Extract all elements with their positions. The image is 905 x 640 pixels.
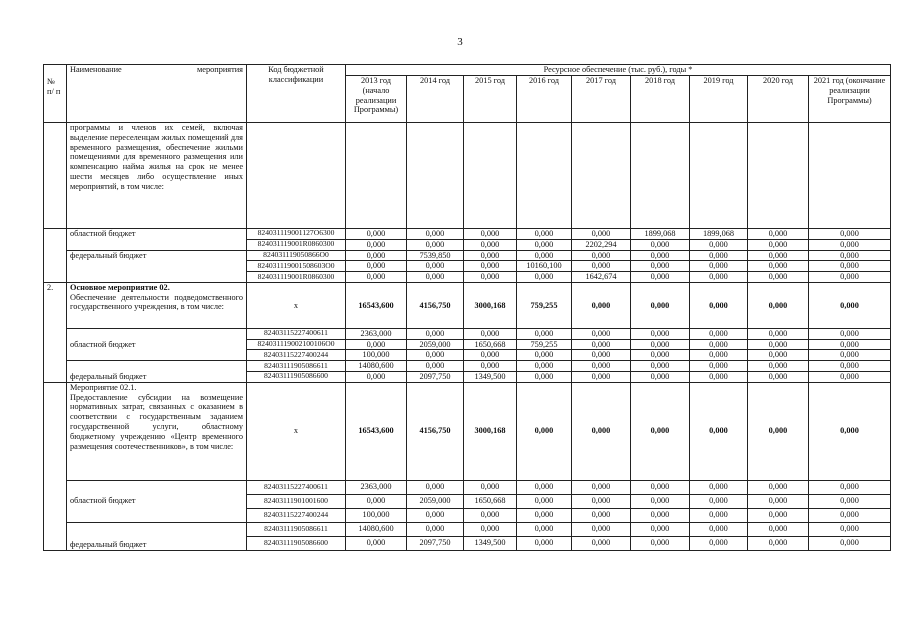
measure-name — [67, 382, 247, 480]
table-row — [44, 522, 891, 536]
value-cell: 0,000 — [631, 372, 690, 383]
value-cell: 0,000 — [572, 508, 631, 522]
value-cell: 0,000 — [464, 522, 517, 536]
budget-code: 82403111905086600 — [247, 372, 346, 383]
value-cell: 3000,168 — [464, 382, 517, 480]
value-cell: 0,000 — [809, 480, 891, 494]
value-cell: 0,000 — [631, 239, 690, 250]
value-cell: 0,000 — [631, 508, 690, 522]
budget-code: 82403111905086600 — [247, 536, 346, 550]
value-cell: 14080,600 — [346, 522, 407, 536]
value-cell: 0,000 — [690, 339, 748, 350]
value-cell: 0,000 — [407, 480, 464, 494]
value-cell: 4156,750 — [407, 382, 464, 480]
value-cell: 0,000 — [572, 382, 631, 480]
measure-name — [67, 282, 247, 328]
col-header-number: № п/ п — [44, 65, 67, 123]
budget-code: 82403111905086611 — [247, 522, 346, 536]
value-cell: 0,000 — [407, 239, 464, 250]
value-cell: 0,000 — [572, 372, 631, 383]
value-cell: 0,000 — [748, 229, 809, 240]
table-row — [44, 328, 891, 339]
table-row — [44, 480, 891, 494]
value-cell: 1349,500 — [464, 536, 517, 550]
value-cell: 0,000 — [346, 261, 407, 272]
value-cell: 0,000 — [346, 536, 407, 550]
code-cell: х — [247, 382, 346, 480]
value-cell: 0,000 — [517, 508, 572, 522]
budget-code: 82403111901001600 — [247, 494, 346, 508]
year-header: 2013 год (начало реализации Программы) — [346, 76, 407, 123]
value-cell: 0,000 — [407, 261, 464, 272]
value-cell: 0,000 — [690, 272, 748, 283]
col-header-resource: Ресурсное обеспечение (тыс. руб.), годы * — [346, 65, 891, 76]
value-cell: 2363,000 — [346, 480, 407, 494]
value-cell: 0,000 — [517, 239, 572, 250]
value-cell: 0,000 — [631, 361, 690, 372]
value-cell: 0,000 — [407, 350, 464, 361]
measure-text: Обеспечение деятельности подведомственного государственного учреждения, в том числе: — [70, 292, 243, 312]
value-cell: 0,000 — [748, 339, 809, 350]
year-header: 2019 год — [690, 76, 748, 123]
value-cell: 2097,750 — [407, 372, 464, 383]
value-cell: 0,000 — [809, 282, 891, 328]
col-header-name-left: Наименование — [70, 65, 122, 74]
row-number — [44, 229, 67, 283]
value-cell: 0,000 — [748, 272, 809, 283]
value-cell: 0,000 — [517, 536, 572, 550]
value-cell: 7539,850 — [407, 250, 464, 261]
value-cell: 0,000 — [572, 250, 631, 261]
value-cell: 0,000 — [690, 282, 748, 328]
value-cell: 0,000 — [631, 350, 690, 361]
table-row — [44, 382, 891, 480]
value-cell: 1650,668 — [464, 339, 517, 350]
measure-text: программы и членов их семей, включая выделение переселенцам жилых помещений для временного размещения, обеспечение жильми помещениями для временного размещения или компенсацию найма жилья на срок не менее шести месяцев либо осуществление иных мероприятий, в том числе: — [67, 123, 247, 229]
value-cell: 1650,668 — [464, 494, 517, 508]
value-cell: 0,000 — [464, 361, 517, 372]
value-cell: 0,000 — [631, 522, 690, 536]
value-cell: 0,000 — [407, 508, 464, 522]
value-cell: 0,000 — [809, 250, 891, 261]
year-header: 2014 год — [407, 76, 464, 123]
value-cell: 0,000 — [517, 494, 572, 508]
value-cell: 0,000 — [748, 239, 809, 250]
col-header-name — [67, 65, 247, 123]
value-cell: 0,000 — [572, 339, 631, 350]
value-cell: 0,000 — [631, 339, 690, 350]
value-cell: 0,000 — [809, 339, 891, 350]
value-cell: 0,000 — [748, 350, 809, 361]
value-cell: 0,000 — [809, 494, 891, 508]
value-cell: 16543,600 — [346, 382, 407, 480]
budget-code: 82403111905086611 — [247, 361, 346, 372]
value-cell: 2059,000 — [407, 339, 464, 350]
value-cell: 0,000 — [572, 522, 631, 536]
value-cell: 14080,600 — [346, 361, 407, 372]
value-cell: 1642,674 — [572, 272, 631, 283]
value-cell: 4156,750 — [407, 282, 464, 328]
value-cell: 0,000 — [517, 250, 572, 261]
value-cell: 0,000 — [517, 350, 572, 361]
value-cell: 0,000 — [690, 494, 748, 508]
budget-code: 824031119001R0860300 — [247, 272, 346, 283]
value-cell: 2202,294 — [572, 239, 631, 250]
value-cell: 0,000 — [809, 350, 891, 361]
value-cell: 0,000 — [517, 328, 572, 339]
value-cell: 0,000 — [572, 536, 631, 550]
value-cell: 0,000 — [690, 480, 748, 494]
value-cell: 3000,168 — [464, 282, 517, 328]
value-cell: 100,000 — [346, 350, 407, 361]
value-cell: 0,000 — [748, 372, 809, 383]
measure-title: Мероприятие 02.1. — [70, 382, 137, 392]
value-cell: 0,000 — [346, 229, 407, 240]
row-number — [44, 382, 67, 550]
row-number: 2. — [44, 282, 67, 382]
value-cell: 0,000 — [572, 494, 631, 508]
value-cell: 0,000 — [517, 229, 572, 240]
value-cell: 1899,068 — [631, 229, 690, 240]
value-cell: 0,000 — [572, 480, 631, 494]
measure-title: Основное мероприятие 02. — [70, 282, 170, 292]
code-cell: х — [247, 282, 346, 328]
budget-code: 82403115227400244 — [247, 350, 346, 361]
year-header: 2020 год — [748, 76, 809, 123]
value-cell: 0,000 — [407, 229, 464, 240]
budget-code: 824031119001R0860300 — [247, 239, 346, 250]
table-row — [44, 229, 891, 240]
value-cell: 0,000 — [517, 372, 572, 383]
value-cell: 0,000 — [748, 522, 809, 536]
budget-label: областной бюджет — [67, 480, 247, 522]
value-cell: 0,000 — [517, 382, 572, 480]
value-cell: 0,000 — [346, 239, 407, 250]
value-cell: 0,000 — [407, 272, 464, 283]
value-cell: 0,000 — [690, 361, 748, 372]
value-cell: 0,000 — [631, 494, 690, 508]
value-cell: 0,000 — [809, 508, 891, 522]
value-cell: 0,000 — [809, 382, 891, 480]
value-cell: 0,000 — [809, 328, 891, 339]
budget-code: 82403115227400611 — [247, 480, 346, 494]
value-cell: 0,000 — [407, 522, 464, 536]
budget-label: федеральный бюджет — [67, 250, 247, 282]
value-cell: 0,000 — [748, 382, 809, 480]
value-cell: 0,000 — [748, 536, 809, 550]
value-cell: 0,000 — [809, 372, 891, 383]
value-cell: 0,000 — [690, 239, 748, 250]
value-cell: 1349,500 — [464, 372, 517, 383]
value-cell: 0,000 — [690, 522, 748, 536]
value-cell: 0,000 — [748, 282, 809, 328]
value-cell: 0,000 — [346, 272, 407, 283]
value-cell: 0,000 — [631, 282, 690, 328]
value-cell: 0,000 — [631, 480, 690, 494]
table-row — [44, 361, 891, 372]
value-cell: 0,000 — [809, 229, 891, 240]
value-cell: 0,000 — [464, 272, 517, 283]
value-cell: 0,000 — [346, 372, 407, 383]
value-cell: 0,000 — [690, 250, 748, 261]
value-cell: 0,000 — [690, 382, 748, 480]
value-cell: 0,000 — [748, 361, 809, 372]
value-cell: 759,255 — [517, 339, 572, 350]
year-header: 2016 год — [517, 76, 572, 123]
budget-label: федеральный бюджет — [67, 361, 247, 383]
value-cell: 0,000 — [572, 350, 631, 361]
year-header: 2021 год (окончание реализации Программы) — [809, 76, 891, 123]
table-row — [44, 250, 891, 261]
budget-label: областной бюджет — [67, 328, 247, 360]
value-cell: 0,000 — [748, 494, 809, 508]
measure-text: Предоставление субсидии на возмещение нормативных затрат, связанных с оказанием в соответствии с государственным заданием государственной услуги, областному бюджетному учреждению «Центр временного размещения соотечественников», в том числе: — [70, 392, 243, 451]
value-cell: 2363,000 — [346, 328, 407, 339]
budget-code: 824031119001127О6300 — [247, 229, 346, 240]
value-cell: 0,000 — [631, 382, 690, 480]
value-cell: 0,000 — [464, 508, 517, 522]
value-cell: 0,000 — [809, 272, 891, 283]
value-cell: 0,000 — [517, 361, 572, 372]
value-cell: 16543,600 — [346, 282, 407, 328]
value-cell: 0,000 — [690, 536, 748, 550]
value-cell: 0,000 — [631, 536, 690, 550]
value-cell: 0,000 — [631, 261, 690, 272]
value-cell: 0,000 — [572, 229, 631, 240]
value-cell: 2059,000 — [407, 494, 464, 508]
budget-code: 82403115227400611 — [247, 328, 346, 339]
value-cell: 0,000 — [809, 522, 891, 536]
value-cell: 0,000 — [690, 261, 748, 272]
value-cell: 0,000 — [407, 328, 464, 339]
value-cell: 0,000 — [517, 480, 572, 494]
value-cell: 0,000 — [631, 328, 690, 339]
code-cell — [247, 123, 346, 229]
budget-code: 824031119001508603О0 — [247, 261, 346, 272]
value-cell: 0,000 — [748, 508, 809, 522]
value-cell: 0,000 — [809, 536, 891, 550]
value-cell: 0,000 — [748, 250, 809, 261]
value-cell: 1899,068 — [690, 229, 748, 240]
value-cell: 0,000 — [809, 239, 891, 250]
year-header: 2017 год — [572, 76, 631, 123]
value-cell: 0,000 — [748, 480, 809, 494]
value-cell: 0,000 — [572, 261, 631, 272]
value-cell: 0,000 — [464, 480, 517, 494]
value-cell: 0,000 — [464, 229, 517, 240]
col-header-name-right: мероприятия — [197, 65, 243, 74]
value-cell: 0,000 — [464, 328, 517, 339]
year-header: 2018 год — [631, 76, 690, 123]
value-cell: 0,000 — [690, 350, 748, 361]
value-cell: 0,000 — [748, 328, 809, 339]
year-header: 2015 год — [464, 76, 517, 123]
value-cell: 0,000 — [809, 361, 891, 372]
value-cell: 0,000 — [572, 328, 631, 339]
value-cell: 0,000 — [464, 250, 517, 261]
value-cell: 0,000 — [346, 339, 407, 350]
value-cell: 0,000 — [572, 282, 631, 328]
budget-code: 824031119002100106О0 — [247, 339, 346, 350]
value-cell: 0,000 — [346, 494, 407, 508]
value-cell: 0,000 — [346, 250, 407, 261]
value-cell: 0,000 — [631, 250, 690, 261]
resource-table — [43, 64, 891, 551]
budget-label: областной бюджет — [67, 229, 247, 251]
value-cell: 0,000 — [631, 272, 690, 283]
row-number — [44, 123, 67, 229]
value-cell: 0,000 — [690, 508, 748, 522]
value-cell: 0,000 — [464, 261, 517, 272]
value-cell: 10160,100 — [517, 261, 572, 272]
value-cell: 100,000 — [346, 508, 407, 522]
value-cell: 0,000 — [517, 272, 572, 283]
budget-code: 824031119050866О0 — [247, 250, 346, 261]
col-header-code: Код бюджетной классификации — [247, 65, 346, 123]
table-row — [44, 282, 891, 328]
value-cell: 0,000 — [690, 328, 748, 339]
value-cell: 0,000 — [809, 261, 891, 272]
value-cell: 0,000 — [748, 261, 809, 272]
value-cell: 0,000 — [407, 361, 464, 372]
value-cell: 759,255 — [517, 282, 572, 328]
budget-code: 82403115227400244 — [247, 508, 346, 522]
page-number: 3 — [457, 36, 463, 48]
value-cell: 0,000 — [572, 361, 631, 372]
value-cell: 0,000 — [690, 372, 748, 383]
value-cell: 2097,750 — [407, 536, 464, 550]
budget-label: федеральный бюджет — [67, 522, 247, 550]
value-cell: 0,000 — [517, 522, 572, 536]
value-cell: 0,000 — [464, 239, 517, 250]
value-cell: 0,000 — [464, 350, 517, 361]
